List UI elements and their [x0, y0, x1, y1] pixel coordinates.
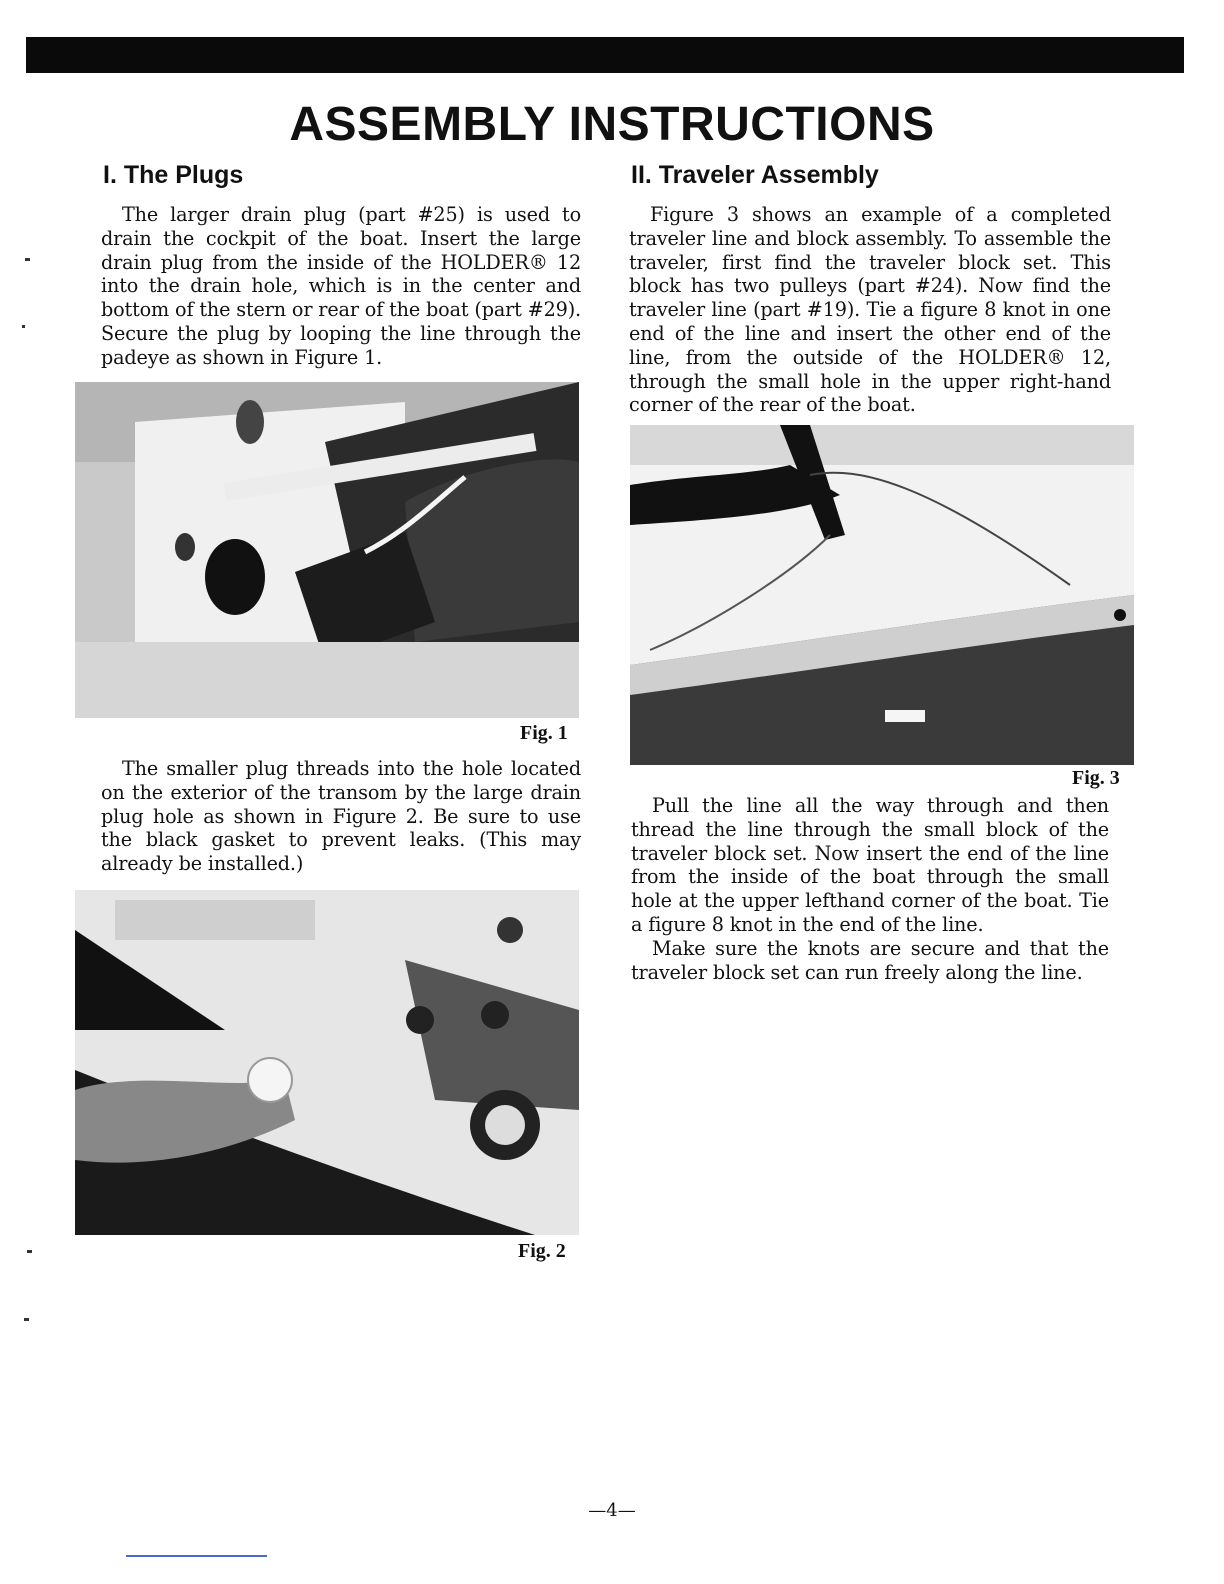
figure-2-caption: Fig. 2 [518, 1240, 566, 1262]
page-number: —4— [588, 1500, 636, 1521]
section-heading-traveler: II. Traveler Assembly [631, 161, 879, 189]
figure-2-photo [75, 890, 579, 1235]
figure-1-caption: Fig. 1 [520, 722, 568, 744]
figure-3-caption: Fig. 3 [1072, 767, 1120, 789]
scan-mark [27, 1250, 32, 1253]
traveler-paragraph-1: Figure 3 shows an example of a completed traveler line and block assembly. To assemble the traveler, first find the traveler block set. This block has two pulleys (part #24). Now find the traveler line (part #19). Tie a figure 8 knot in one end of the line and insert the other end of the line, from the outside of the HOLDER® 12, through the small hole in the upper right-hand corner of the rear of the boat. [629, 203, 1111, 417]
traveler-paragraph-2: Pull the line all the way through and then thread the line through the small block of the traveler block set. Now insert the end of the line from the inside of the boat through the small hole at the upper lefthand corner of the boat. Tie a figure 8 knot in the end of the line. [631, 794, 1109, 936]
section-heading-plugs: I. The Plugs [103, 161, 244, 189]
scan-mark [22, 325, 25, 328]
figure-1-photo [75, 382, 579, 718]
header-bar [26, 37, 1184, 73]
section-plugs [101, 157, 581, 370]
traveler-paragraphs-block [631, 794, 1109, 984]
section-traveler [629, 157, 1111, 417]
scan-mark [24, 1318, 29, 1321]
plugs-paragraph-1: The larger drain plug (part #25) is used to drain the cockpit of the boat. Insert the large drain plug from the inside of the HOLDER® 12 into the drain hole, which is in the center and bottom of the stern or rear of the boat (part #29). Secure the plug by looping the line through the padeye as shown in Figure 1. [101, 203, 581, 369]
figure-3-photo [630, 425, 1134, 765]
scan-mark [25, 258, 30, 261]
scan-artifact-line [126, 1555, 267, 1557]
plugs-paragraph-2-block [101, 757, 581, 876]
page-title: ASSEMBLY INSTRUCTIONS [289, 98, 935, 151]
traveler-paragraph-3: Make sure the knots are secure and that the traveler block set can run freely along the line. [631, 936, 1109, 984]
plugs-paragraph-2: The smaller plug threads into the hole located on the exterior of the transom by the large drain plug hole as shown in Figure 2. Be sure to use the black gasket to prevent leaks. (This may already be installed.) [101, 757, 581, 876]
